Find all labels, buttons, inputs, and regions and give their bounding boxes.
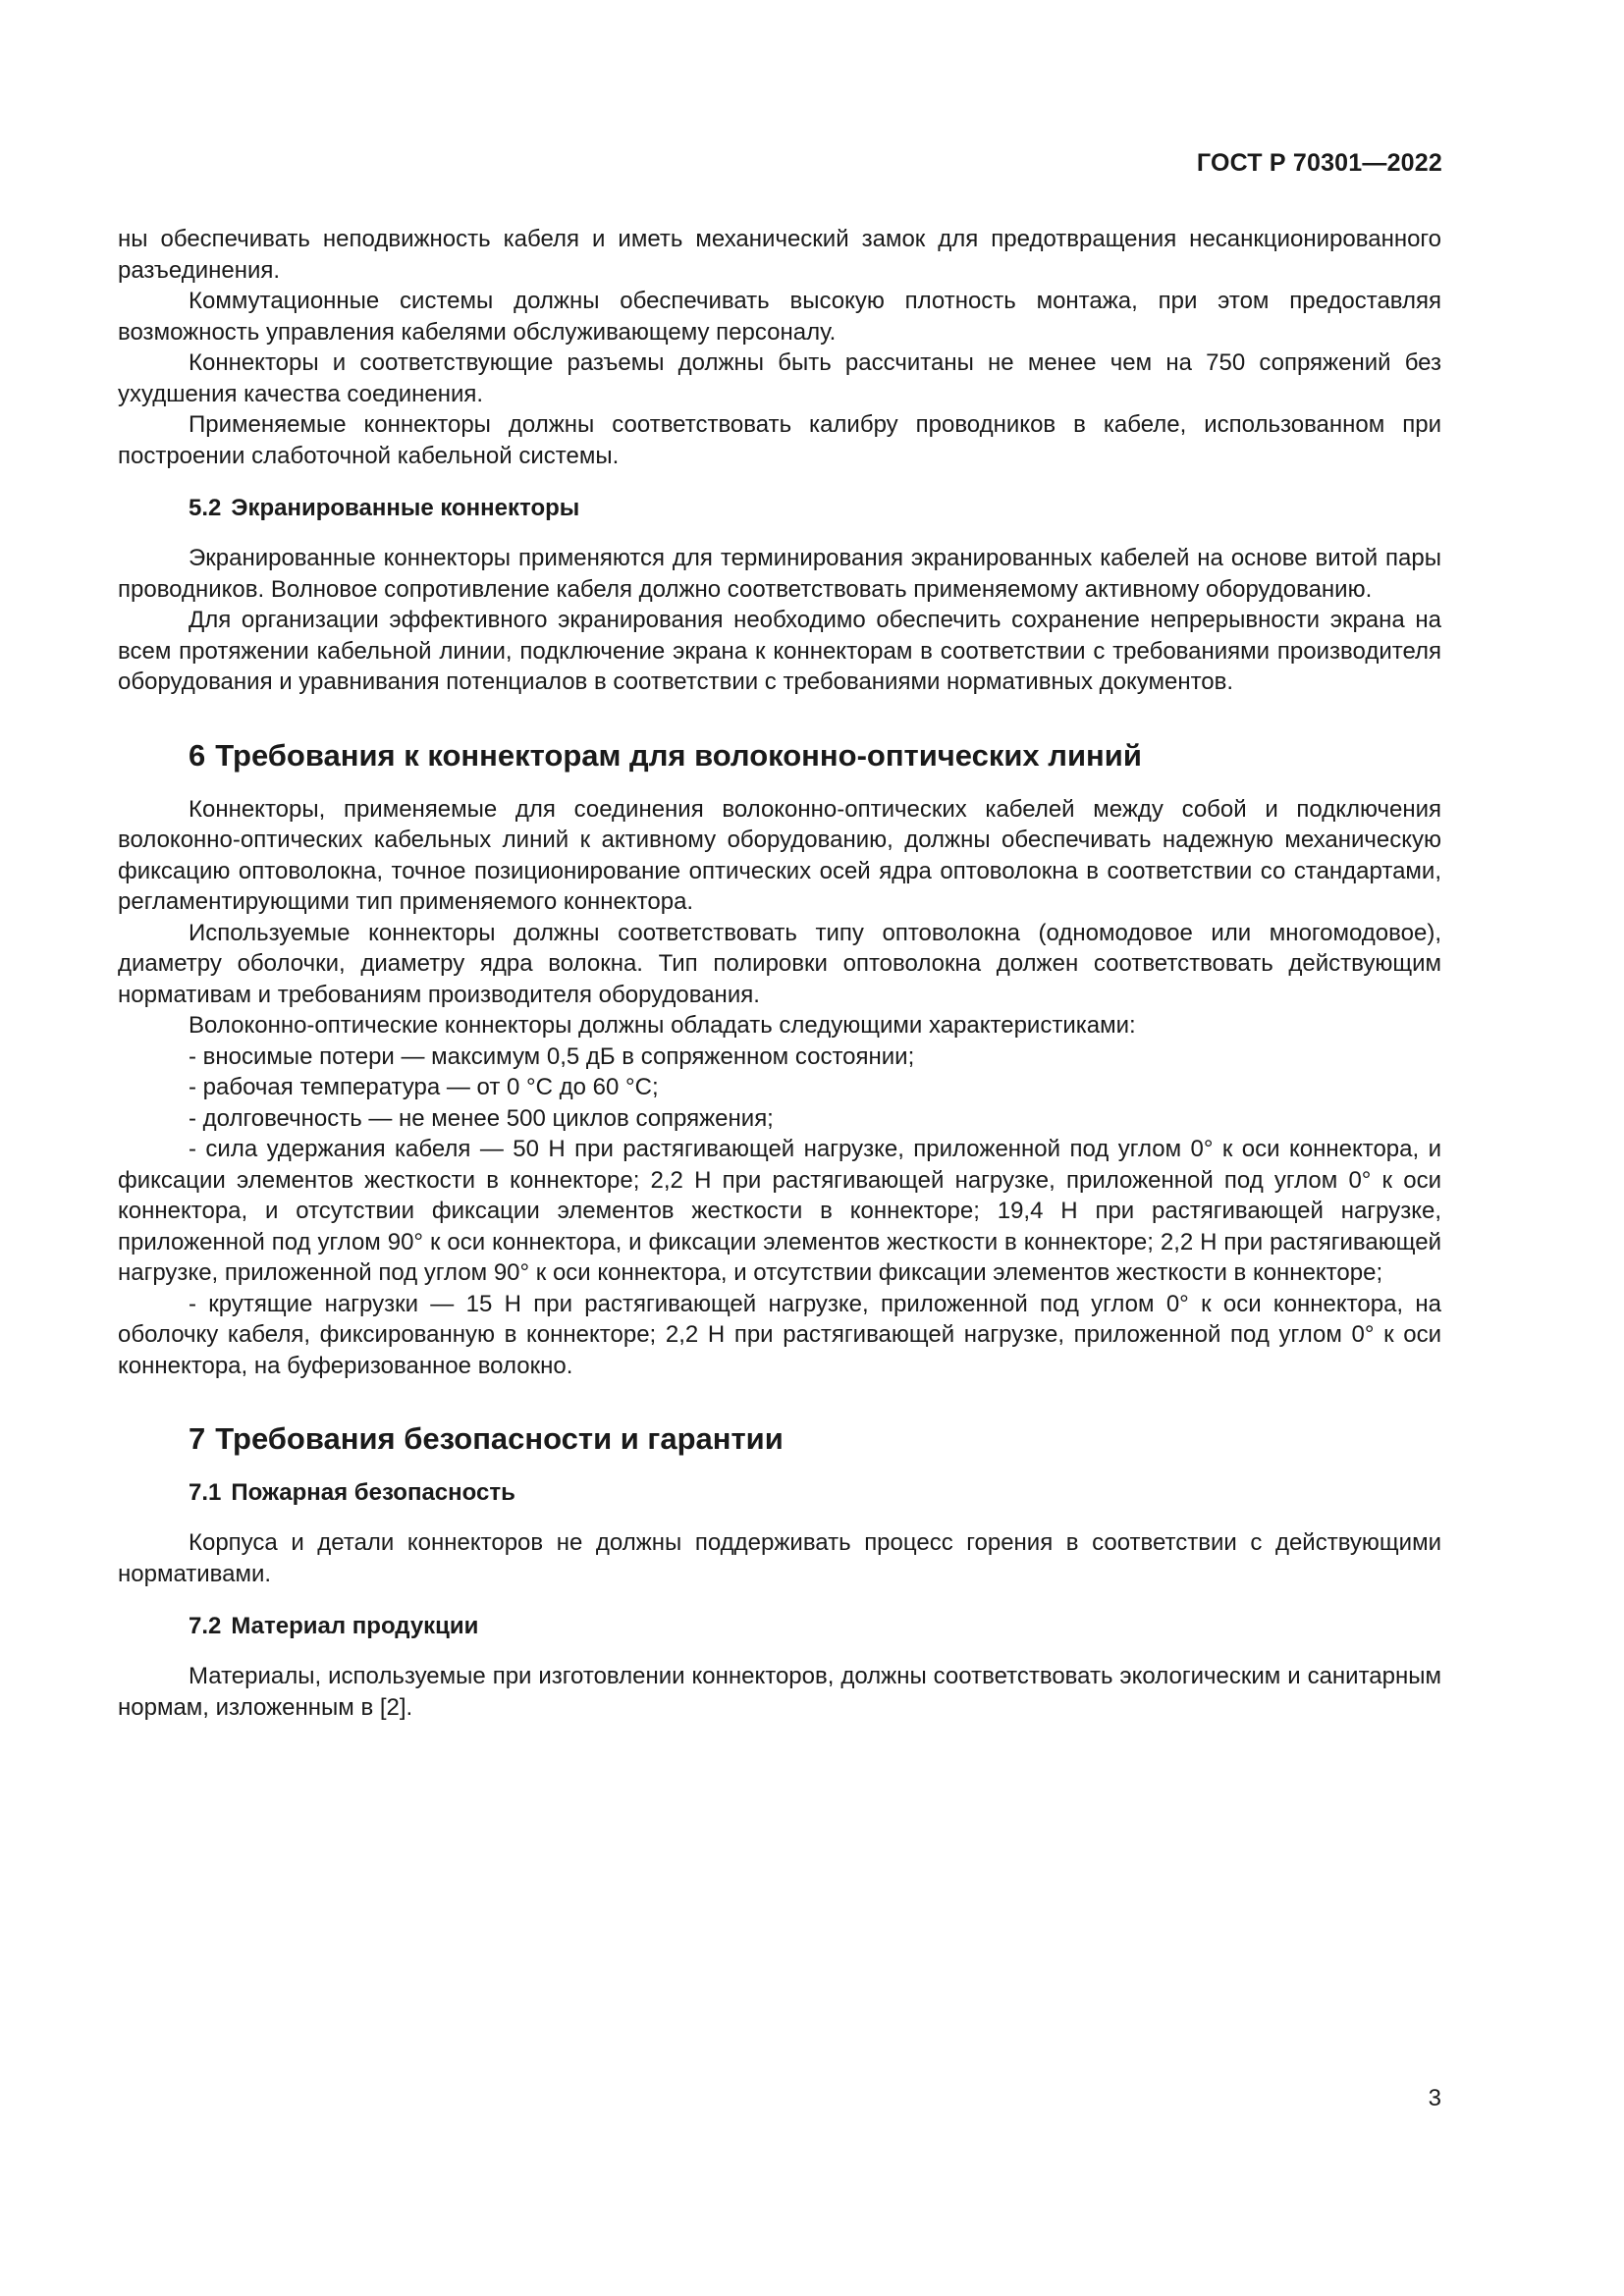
paragraph: Для организации эффективного экранирования необходимо обеспечить сохранение непрерывности экрана на всем протяжении кабельной линии, подключение экрана к коннекторам в соответствии с требованиями производителя оборудования и уравнивания потенциалов в соответствии с требованиями нормативных документов.: [118, 607, 1441, 695]
paragraph: Коннекторы и соответствующие разъемы должны быть рассчитаны не менее чем на 750 сопряжений без ухудшения качества соединения.: [118, 349, 1441, 407]
page-number: 3: [1428, 2085, 1441, 2111]
section-number: 7.2: [189, 1613, 222, 1639]
document-code: ГОСТ Р 70301—2022: [1196, 149, 1442, 177]
paragraph: Коммутационные системы должны обеспечивать высокую плотность монтажа, при этом предоставляя возможность управления кабелями обслуживающему персоналу.: [118, 288, 1441, 346]
paragraph: Волоконно-оптические коннекторы должны обладать следующими характеристиками:: [189, 1012, 1136, 1039]
paragraph: Применяемые коннекторы должны соответствовать калибру проводников в кабеле, использованном при построении слаботочной кабельной системы.: [118, 411, 1441, 469]
section-number: 7.1: [189, 1479, 222, 1506]
section-number: 6: [189, 737, 206, 773]
list-item: - крутящие нагрузки — 15 Н при растягивающей нагрузке, приложенной под углом 0° к оси коннектора, на оболочку кабеля, фиксированную в коннекторе; 2,2 Н при растягивающей нагрузке, приложенной под углом 0° к оси коннектора, на буферизованное волокно.: [118, 1290, 1441, 1379]
section-heading-7: [189, 1420, 1441, 1458]
paragraph: Коннекторы, применяемые для соединения волоконно-оптических кабелей между собой и подключения волоконно-оптических кабельных линий к активному оборудованию, должны обеспечивать надежную механическую фиксацию оптоволокна, точное позиционирование оптических осей ядра оптоволокна в соответствии со стандартами, регламентирующими тип применяемого коннектора.: [118, 795, 1441, 915]
section-number: 7: [189, 1421, 206, 1456]
subsection-heading-5-2: [189, 493, 1441, 523]
subsection-heading-7-2: [189, 1611, 1441, 1641]
section-title: Пожарная безопасность: [231, 1479, 515, 1506]
section-title: Требования к коннекторам для волоконно-оптических линий: [215, 737, 1142, 773]
paragraph: Экранированные коннекторы применяются для терминирования экранированных кабелей на основе витой пары проводников. Волновое сопротивление кабеля должно соответствовать применяемому активному оборудованию.: [118, 545, 1441, 603]
list-item: - вносимые потери — максимум 0,5 дБ в сопряженном состоянии;: [189, 1042, 915, 1070]
paragraph: Корпуса и детали коннекторов не должны поддерживать процесс горения в соответствии с действующими нормативами.: [118, 1529, 1441, 1587]
section-heading-6: [189, 737, 1441, 774]
list-item: - долговечность — не менее 500 циклов сопряжения;: [189, 1104, 774, 1132]
list-item: - сила удержания кабеля — 50 Н при растягивающей нагрузке, приложенной под углом 0° к оси коннектора, и фиксации элементов жесткости в коннекторе; 2,2 Н при растягивающей нагрузке, приложенной под углом 0° к оси коннектора, и отсутствии фиксации элементов жесткости в коннекторе; 19,4 Н при растягивающей нагрузке, приложенной под углом 90° к оси коннектора, и фиксации элементов жесткости в коннекторе; 2,2 Н при растягивающей нагрузке, приложенной под углом 90° к оси коннектора, и отсутствии фиксации элементов жесткости в коннекторе;: [118, 1136, 1441, 1286]
section-title: Материал продукции: [231, 1613, 479, 1639]
section-number: 5.2: [189, 495, 222, 521]
subsection-heading-7-1: [189, 1477, 1441, 1508]
section-title: Требования безопасности и гарантии: [215, 1421, 784, 1456]
page-body: [118, 224, 1441, 1723]
paragraph: Материалы, используемые при изготовлении коннекторов, должны соответствовать экологическим и санитарным нормам, изложенным в [2].: [118, 1663, 1441, 1721]
paragraph-continued: ны обеспечивать неподвижность кабеля и иметь механический замок для предотвращения несанкционированного разъединения.: [118, 226, 1441, 284]
section-title: Экранированные коннекторы: [231, 495, 580, 521]
paragraph: Используемые коннекторы должны соответствовать типу оптоволокна (одномодовое или многомодовое), диаметру оболочки, диаметру ядра волокна. Тип полировки оптоволокна должен соответствовать действующим нормативам и требованиям производителя оборудования.: [118, 919, 1441, 1008]
list-item: - рабочая температура — от 0 °С до 60 °С;: [189, 1074, 659, 1100]
